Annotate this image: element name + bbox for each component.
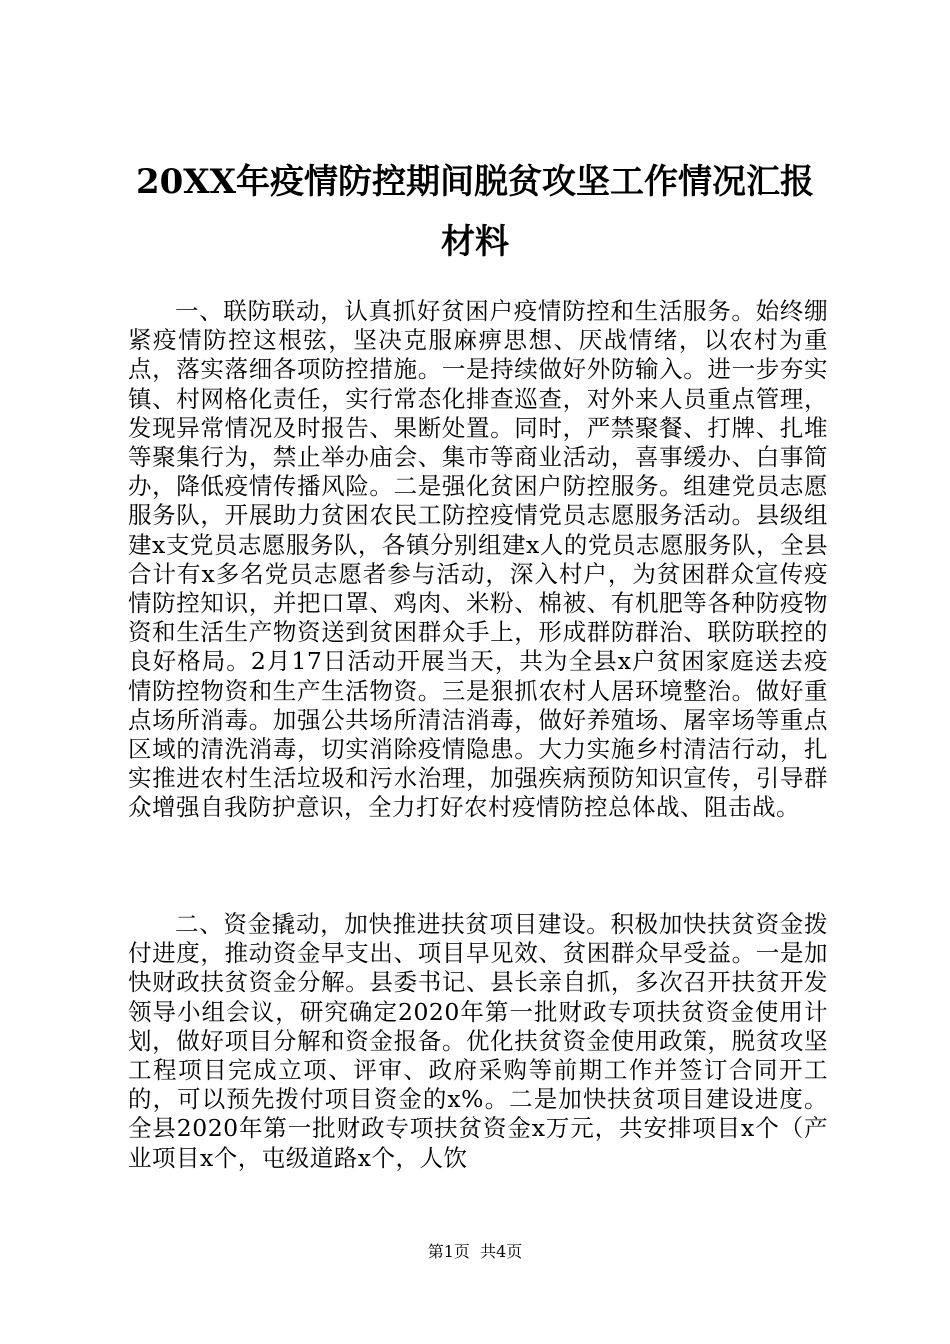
document-title-line-2: 材料 (441, 222, 509, 262)
page-number-footer: 第1页 共4页 (427, 1242, 523, 1261)
document-title-line-1: 20XX年疫情防控期间脱贫攻坚工作情况汇报 (135, 162, 815, 202)
body-paragraph-2: 二、资金撬动，加快推进扶贫项目建设。积极加快扶贫资金拨付进度，推动资金早支出、项目早见效、贫困群众早受益。一是加快财政扶贫资金分解。县委书记、县长亲自抓，多次召开扶贫开发领导小组会议，研究确定2020年第一批财政专项扶贫资金使用计划，做好项目分解和资金报备。优化扶贫资金使用政策，脱贫攻坚工程项目完成立项、评审、政府采购等前期工作并签订合同开工的，可以预先拨付项目资金的x%。二是加快扶贫项目建设进度。全县2020年第一批财政专项扶贫资金x万元，共安排项目x个（产业项目x个，屯级道路x个，人饮 (128, 910, 828, 1172)
body-paragraph-1: 一、联防联动，认真抓好贫困户疫情防控和生活服务。始终绷紧疫情防控这根弦，坚决克服麻痹思想、厌战情绪，以农村为重点，落实落细各项防控措施。一是持续做好外防输入。进一步夯实镇、村网格化责任，实行常态化排查巡查，对外来人员重点管理，发现异常情况及时报告、果断处置。同时，严禁聚餐、打牌、扎堆等聚集行为，禁止举办庙会、集市等商业活动，喜事缓办、白事简办，降低疫情传播风险。二是强化贫困户防控服务。组建党员志愿服务队，开展助力贫困农民工防控疫情党员志愿服务活动。县级组建x支党员志愿服务队，各镇分别组建x人的党员志愿服务队，全县合计有x多名党员志愿者参与活动，深入村户，为贫困群众宣传疫情防控知识，并把口罩、鸡肉、米粉、棉被、有机肥等各种防疫物资和生活生产物资送到贫困群众手上，形成群防群治、联防联控的良好格局。2月17日活动开展当天，共为全县x户贫困家庭送去疫情防控物资和生产生活物资。三是狠抓农村人居环境整治。做好重点场所消毒。加强公共场所清洁消毒，做好养殖场、屠宰场等重点区域的清洗消毒，切实消除疫情隐患。大力实施乡村清洁行动，扎实推进农村生活垃圾和污水治理，加强疾病预防知识宣传，引导群众增强自我防护意识，全力打好农村疫情防控总体战、阻击战。 (128, 297, 828, 822)
